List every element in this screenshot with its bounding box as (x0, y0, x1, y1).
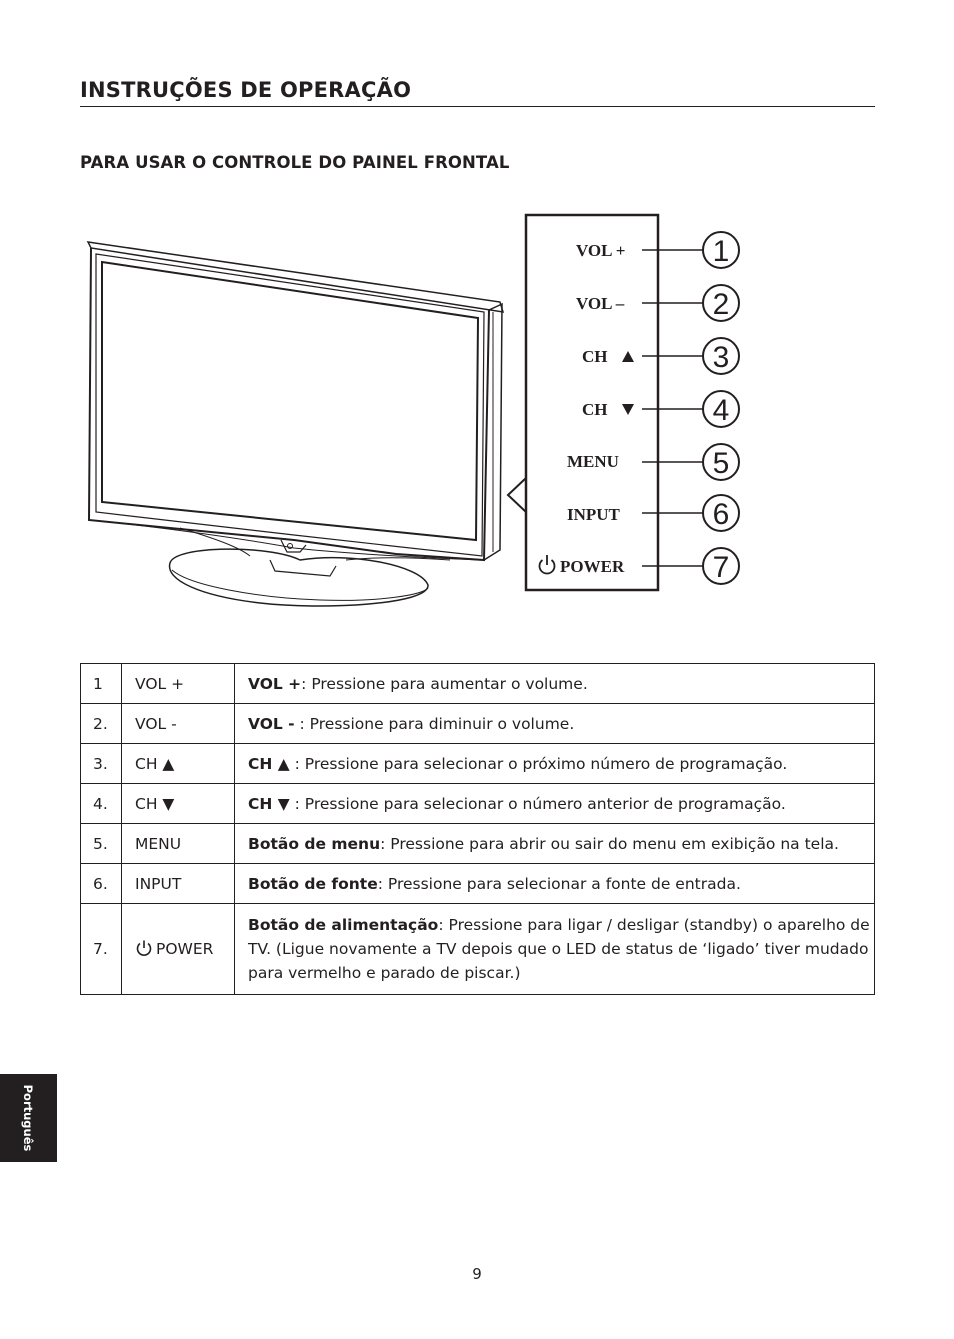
row-description (235, 704, 875, 744)
row-control-name: CH ▼ (122, 784, 235, 824)
table-row (81, 864, 875, 904)
panel-pointer (508, 478, 526, 512)
triangle-up-icon (622, 351, 634, 362)
row-number: 4. (81, 784, 122, 824)
row-number: 6. (81, 864, 122, 904)
callout-number-6: 6 (712, 498, 730, 531)
page-title: INSTRUÇÕES DE OPERAÇÃO (80, 78, 412, 102)
panel-label-input: INPUT (567, 505, 620, 524)
controls-table (80, 663, 875, 995)
row-term: Botão de menu (248, 834, 381, 853)
power-icon (540, 555, 555, 574)
row-control-name: VOL - (122, 704, 235, 744)
row-description (235, 664, 875, 704)
panel-label-vol-down: VOL – (576, 294, 625, 313)
tv-front-panel-figure (0, 0, 954, 640)
row-desc-text: : Pressione para selecionar o número anterior de programação. (289, 794, 786, 813)
callout-lines (642, 250, 703, 566)
row-control-name: INPUT (122, 864, 235, 904)
table-row (81, 824, 875, 864)
row-control-name-cell (122, 904, 235, 995)
row-description (235, 824, 875, 864)
table-row (81, 784, 875, 824)
language-tab (0, 1074, 57, 1162)
row-desc-text: : Pressione para diminuir o volume. (294, 714, 575, 733)
row-desc-text: : Pressione para abrir ou sair do menu em exibição na tela. (380, 834, 839, 853)
language-tab-label: Português (21, 1084, 35, 1152)
panel-label-menu: MENU (567, 452, 619, 471)
callout-number-1: 1 (712, 235, 730, 268)
row-control-name: VOL + (122, 664, 235, 704)
table-row (81, 704, 875, 744)
row-desc-text: : Pressione para aumentar o volume. (301, 674, 588, 693)
table-row (81, 664, 875, 704)
row-term: VOL + (248, 674, 302, 693)
row-number: 2. (81, 704, 122, 744)
row-description (235, 904, 875, 995)
row-control-name: POWER (156, 940, 214, 958)
row-description (235, 864, 875, 904)
row-term: Botão de fonte (248, 874, 378, 893)
row-desc-text: : Pressione para selecionar a fonte de entrada. (377, 874, 741, 893)
row-desc-text: : Pressione para selecionar o próximo número de programação. (289, 754, 788, 773)
row-number: 7. (81, 904, 122, 995)
row-description (235, 744, 875, 784)
panel-label-ch-up: CH (582, 347, 608, 366)
row-term: Botão de alimentação (248, 916, 439, 934)
callout-number-4: 4 (712, 394, 730, 427)
table-row (81, 904, 875, 995)
callout-number-7: 7 (712, 551, 730, 584)
section-subtitle: PARA USAR O CONTROLE DO PAINEL FRONTAL (80, 153, 510, 172)
callout-number-2: 2 (712, 288, 730, 321)
row-term: CH ▼ (248, 794, 290, 813)
row-desc-text: : Pressione para ligar / desligar (standby) o aparelho de TV. (Ligue novamente a TV depois que o LED de status de ‘ligado’ tiver mudado para vermelho e parado de piscar.) (248, 916, 870, 982)
row-control-name: CH ▲ (122, 744, 235, 784)
triangle-down-icon (622, 404, 634, 415)
row-number: 3. (81, 744, 122, 784)
callout-number-5: 5 (712, 447, 730, 480)
row-term: VOL - (248, 714, 295, 733)
row-number: 5. (81, 824, 122, 864)
row-number: 1 (81, 664, 122, 704)
panel-label-ch-down: CH (582, 400, 608, 419)
callout-number-3: 3 (712, 341, 730, 374)
panel-label-vol-up: VOL + (576, 241, 626, 260)
row-control-name: MENU (122, 824, 235, 864)
table-row (81, 744, 875, 784)
page-number: 9 (472, 1265, 482, 1283)
power-icon (135, 939, 153, 957)
tv-illustration (88, 242, 503, 606)
row-term: CH ▲ (248, 754, 290, 773)
panel-label-power: POWER (560, 557, 625, 576)
row-description (235, 784, 875, 824)
